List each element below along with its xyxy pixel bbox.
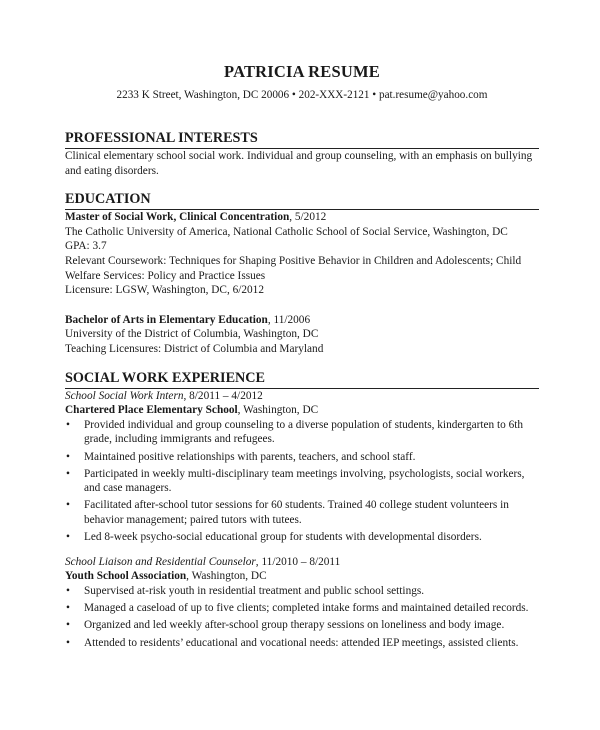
job2-role: School Liaison and Residential Counselor (65, 555, 256, 568)
section-experience (65, 370, 539, 651)
msw-coursework: Relevant Coursework: Techniques for Shaping Positive Behavior in Children and Adolescents; Child Welfare Services: Policy and Practice Issues (65, 254, 522, 282)
contact-line: 2233 K Street, Washington, DC 20006 • 202-XXX-2121 • pat.resume@yahoo.com (116, 89, 488, 101)
msw-gpa: GPA: 3.7 (65, 240, 107, 253)
msw-date: , 5/2012 (289, 211, 327, 224)
msw-school: The Catholic University of America, National Catholic School of Social Service, Washington, DC (65, 225, 508, 238)
list-item: • Organized and led weekly after-school group therapy sessions on loneliness and body image. (65, 618, 539, 633)
ba-degree-line (65, 313, 539, 328)
section-education (65, 191, 539, 356)
ba-school: University of the District of Columbia, Washington, DC (65, 328, 319, 341)
job1-date: , 8/2011 – 4/2012 (183, 389, 263, 402)
list-item: • Participated in weekly multi-disciplinary team meetings involving, psychologists, social workers, and case managers. (65, 467, 539, 496)
msw-degree: Master of Social Work, Clinical Concentration (65, 211, 290, 224)
msw-licensure: Licensure: LGSW, Washington, DC, 6/2012 (65, 284, 264, 297)
resume-name: PATRICIA RESUME (224, 62, 380, 81)
ba-date: , 11/2006 (267, 313, 311, 326)
job1-location: , Washington, DC (237, 404, 319, 417)
resume-page (65, 62, 539, 653)
job1-role-line (65, 389, 539, 404)
job1-bullets (65, 418, 539, 545)
job1-role: School Social Work Intern (65, 389, 184, 402)
list-item: • Led 8-week psycho-social educational group for students with developmental disorders. (65, 530, 539, 545)
list-item: • Maintained positive relationships with parents, teachers, and school staff. (65, 450, 539, 465)
ba-licensure: Teaching Licensures: District of Columbia and Maryland (65, 342, 324, 355)
interests-body: Clinical elementary school social work. Individual and group counseling, with an emphasis on bullying and eating disorders. (65, 150, 533, 177)
job2-date: , 11/2010 – 8/2011 (255, 555, 341, 568)
job1-org: Chartered Place Elementary School (65, 404, 238, 417)
section-interests (65, 130, 539, 178)
job2-role-line (65, 555, 539, 570)
section-title-education: EDUCATION (65, 191, 539, 210)
list-item: • Supervised at-risk youth in residential treatment and public school settings. (65, 584, 539, 599)
section-title-experience: SOCIAL WORK EXPERIENCE (65, 370, 539, 389)
list-item: • Facilitated after-school tutor sessions for 60 students. Trained 40 college student volunteers in behavior management; paired tutors with tutees. (65, 498, 539, 527)
list-item: • Provided individual and group counseling to a diverse population of students, kindergarten to 6th grade, including immigrants and refugees. (65, 418, 539, 447)
list-item: • Managed a caseload of up to five clients; completed intake forms and maintained detailed records. (65, 601, 539, 616)
job2-bullets (65, 584, 539, 650)
section-title-interests: PROFESSIONAL INTERESTS (65, 130, 539, 149)
job1-org-line (65, 403, 539, 418)
ba-degree: Bachelor of Arts in Elementary Education (65, 313, 268, 326)
list-item: • Attended to residents’ educational and vocational needs: attended IEP meetings, assisted clients. (65, 636, 539, 651)
job2-org-line (65, 569, 539, 584)
job2-org: Youth School Association (65, 570, 187, 583)
job2-location: , Washington, DC (186, 570, 267, 583)
msw-degree-line (65, 210, 539, 225)
